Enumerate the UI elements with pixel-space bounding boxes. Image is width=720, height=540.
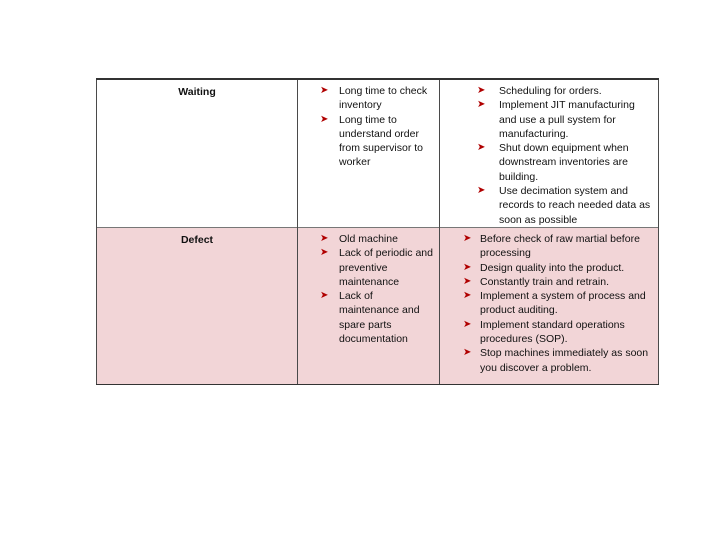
- causes-cell: [298, 228, 440, 385]
- category-cell: [97, 228, 298, 385]
- arrowhead-bullet-icon: ➤: [320, 233, 329, 244]
- list-item: ➤ Lack of periodic and preventive maintenance: [320, 247, 433, 288]
- causes-list: [298, 80, 439, 170]
- solutions-cell: [440, 228, 659, 385]
- category-label: Defect: [180, 234, 214, 246]
- arrowhead-bullet-icon: ➤: [320, 85, 329, 96]
- causes-cell: [298, 79, 440, 228]
- table-row-waiting: [97, 79, 659, 228]
- list-item: ➤ Shut down equipment when downstream inventories are building.: [477, 142, 629, 183]
- list-item: ➤ Design quality into the product.: [463, 261, 625, 274]
- list-item: ➤ Implement a system of process and product auditing.: [463, 290, 646, 317]
- waste-table: [96, 78, 659, 385]
- arrowhead-bullet-icon: ➤: [463, 318, 472, 330]
- solutions-cell: [440, 79, 659, 228]
- arrowhead-bullet-icon: ➤: [463, 275, 472, 287]
- list-item: ➤ Use decimation system and records to reach needed data as soon as possible: [477, 185, 651, 226]
- list-item: ➤ Before check of raw martial before processing: [463, 233, 640, 260]
- list-item: ➤ Old machine: [320, 233, 398, 245]
- list-item: ➤ Lack of maintenance and spare parts documentation: [320, 290, 420, 346]
- arrowhead-bullet-icon: ➤: [463, 347, 472, 359]
- arrowhead-bullet-icon: ➤: [320, 113, 329, 125]
- solutions-list: [440, 228, 658, 375]
- arrowhead-bullet-icon: ➤: [463, 290, 472, 302]
- list-item: ➤ Implement JIT manufacturing and use a pull system for manufacturing.: [477, 99, 635, 140]
- arrowhead-bullet-icon: ➤: [463, 233, 472, 244]
- arrowhead-bullet-icon: ➤: [463, 261, 472, 273]
- list-item: ➤ Constantly train and retrain.: [463, 275, 609, 288]
- category-cell: [97, 79, 298, 228]
- arrowhead-bullet-icon: ➤: [320, 247, 329, 259]
- solutions-list: [440, 80, 658, 227]
- arrowhead-bullet-icon: ➤: [477, 142, 486, 154]
- table-row-defect: [97, 228, 659, 385]
- list-item: ➤ Long time to check inventory: [320, 85, 428, 112]
- category-label: Waiting: [178, 86, 216, 98]
- list-item: ➤ Scheduling for orders.: [477, 85, 602, 97]
- arrowhead-bullet-icon: ➤: [320, 290, 329, 302]
- arrowhead-bullet-icon: ➤: [477, 99, 486, 111]
- arrowhead-bullet-icon: ➤: [477, 185, 486, 197]
- causes-list: [298, 228, 439, 346]
- arrowhead-bullet-icon: ➤: [477, 85, 486, 96]
- list-item: ➤ Stop machines immediately as soon you discover a problem.: [463, 347, 649, 374]
- list-item: ➤ Implement standard operations procedures (SOP).: [463, 318, 625, 346]
- list-item: ➤ Long time to understand order from supervisor to worker: [320, 113, 424, 169]
